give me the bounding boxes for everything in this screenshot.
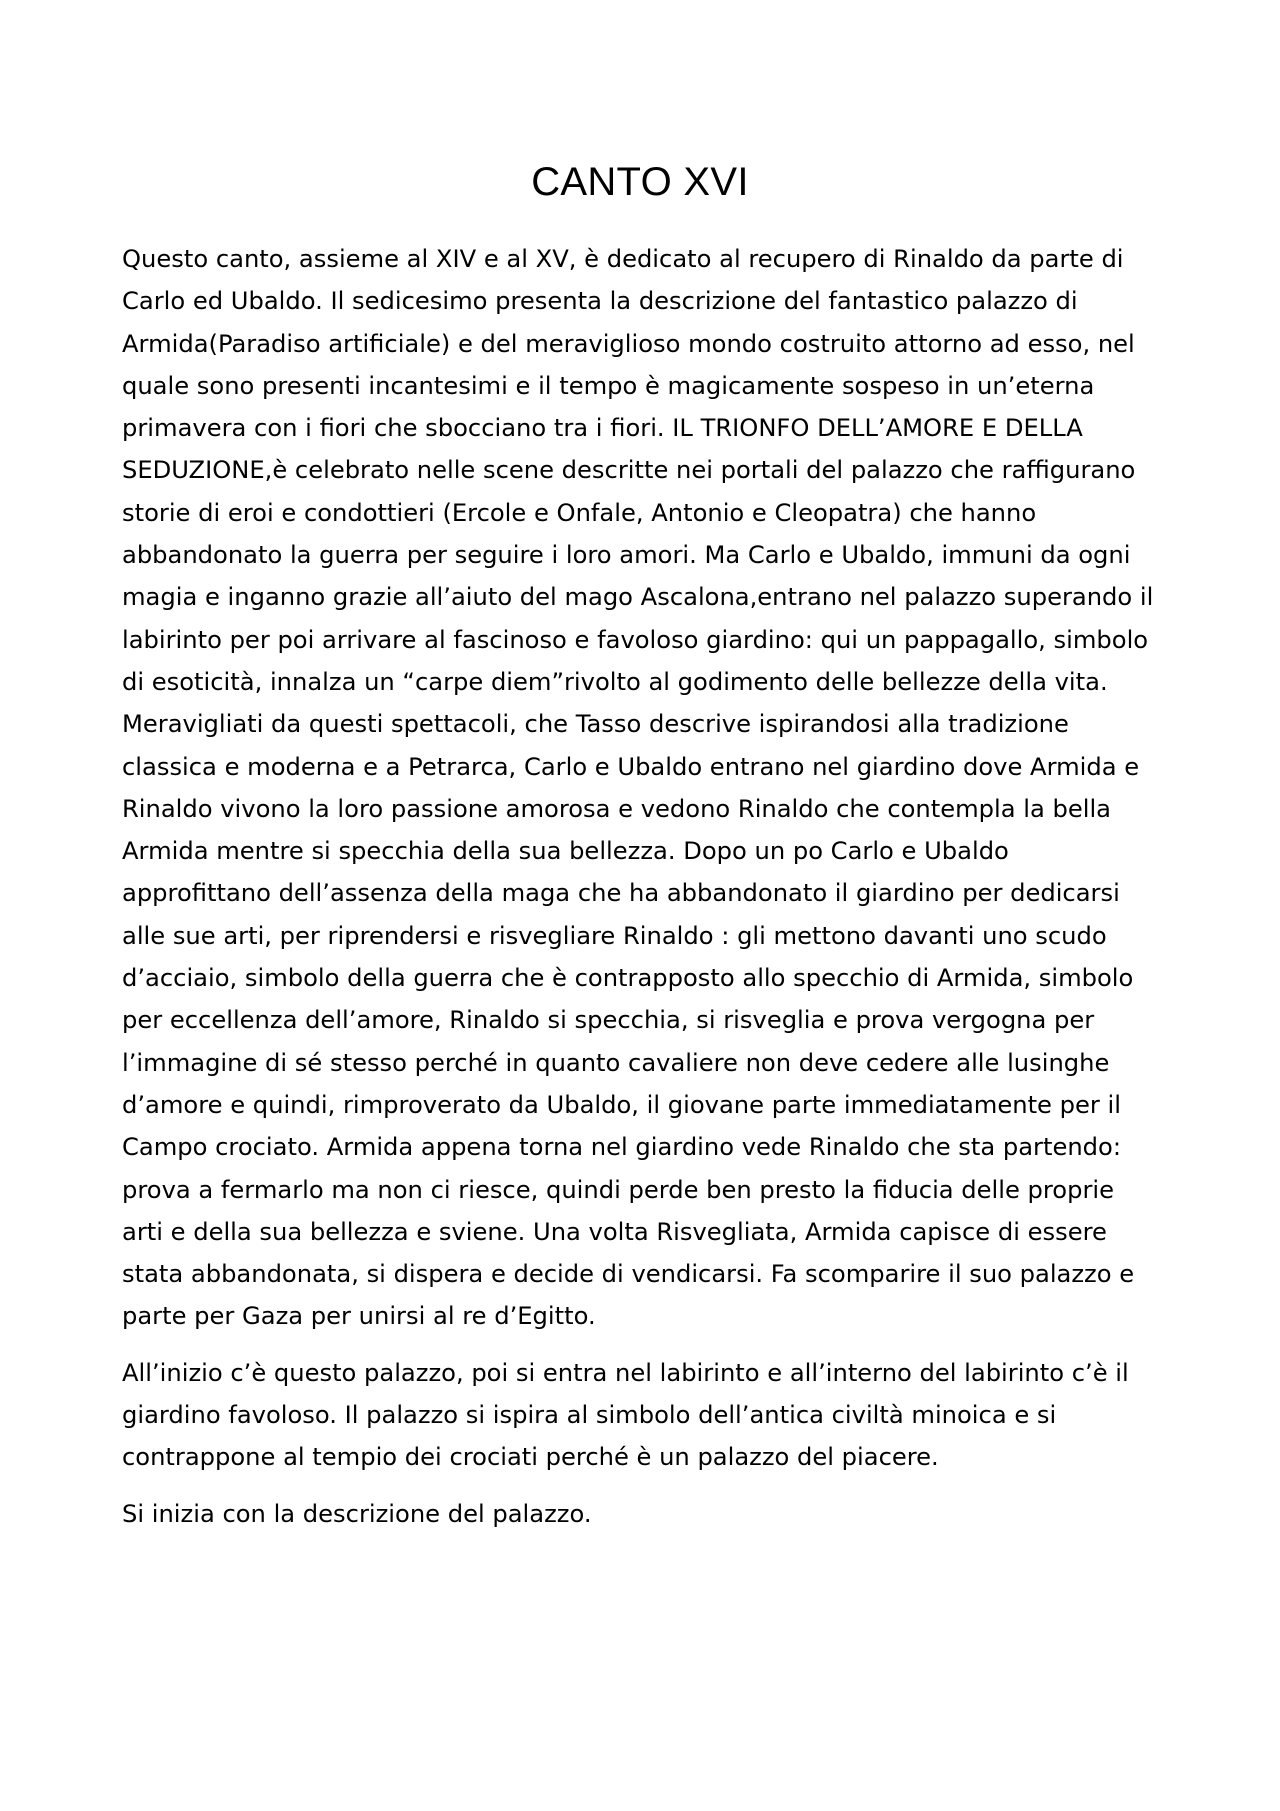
page-title: CANTO XVI xyxy=(531,160,749,204)
paragraph-intro: Si inizia con la descrizione del palazzo. xyxy=(122,1499,592,1528)
paragraph-summary: Questo canto, assieme al XIV e al XV, è dedicato al recupero di Rinaldo da parte di Carlo ed Ubaldo. Il sedicesimo presenta la descrizione del fantastico palazzo di Armida(Paradiso artificiale) e del meraviglioso mondo costruito attorno ad esso, nel quale sono presenti incantesimi e il tempo è magicamente sospeso in un’eterna primavera con i fiori che sbocciano tra i fiori. IL TRIONFO DELL’AMORE E DELLA SEDUZIONE,è celebrato nelle scene descritte nei portali del palazzo che raffigurano storie di eroi e condottieri (Ercole e Onfale, Antonio e Cleopatra) che hanno abbandonato la guerra per seguire i loro amori. Ma Carlo e Ubaldo, immuni da ogni magia e inganno grazie all’aiuto del mago Ascalona,entrano nel palazzo superando il labirinto per poi arrivare al fascinoso e favoloso giardino: qui un pappagallo, simbolo di esoticità, innalza un “carpe diem”rivolto al godimento delle bellezze della vita. Meravigliati da questi spettacoli, che Tasso descrive ispirandosi alla tradizione classica e moderna e a Petrarca, Carlo e Ubaldo entrano nel giardino dove Armida e Rinaldo vivono la loro passione amorosa e vedono Rinaldo che contempla la bella Armida mentre si specchia della sua bellezza. Dopo un po Carlo e Ubaldo approfittano dell’assenza della maga che ha abbandonato il giardino per dedicarsi alle sue arti, per riprendersi e risvegliare Rinaldo : gli mettono davanti uno scudo d’acciaio, simbolo della guerra che è contrapposto allo specchio di Armida, simbolo per eccellenza dell’amore, Rinaldo si specchia, si risveglia e prova vergogna per l’immagine di sé stesso perché in quanto cavaliere non deve cedere alle lusinghe d’amore e quindi, rimproverato da Ubaldo, il giovane parte immediatamente per il Campo crociato. Armida appena torna nel giardino vede Rinaldo che sta partendo: prova a fermarlo ma non ci riesce, quindi perde ben presto la fiducia delle proprie arti e della sua bellezza e sviene. Una volta Risvegliata, Armida capisce di essere stata abbandonata, si dispera e decide di vendicarsi. Fa scomparire il suo palazzo e parte per Gaza per unirsi al re d’Egitto. xyxy=(122,245,1154,1331)
document-body xyxy=(122,238,1172,1549)
paragraph-structure: All’inizio c’è questo palazzo, poi si entra nel labirinto e all’interno del labirinto c’è il giardino favoloso. Il palazzo si ispira al simbolo dell’antica civiltà minoica e si contrappone al tempio dei crociati perché è un palazzo del piacere. xyxy=(122,1358,1129,1472)
